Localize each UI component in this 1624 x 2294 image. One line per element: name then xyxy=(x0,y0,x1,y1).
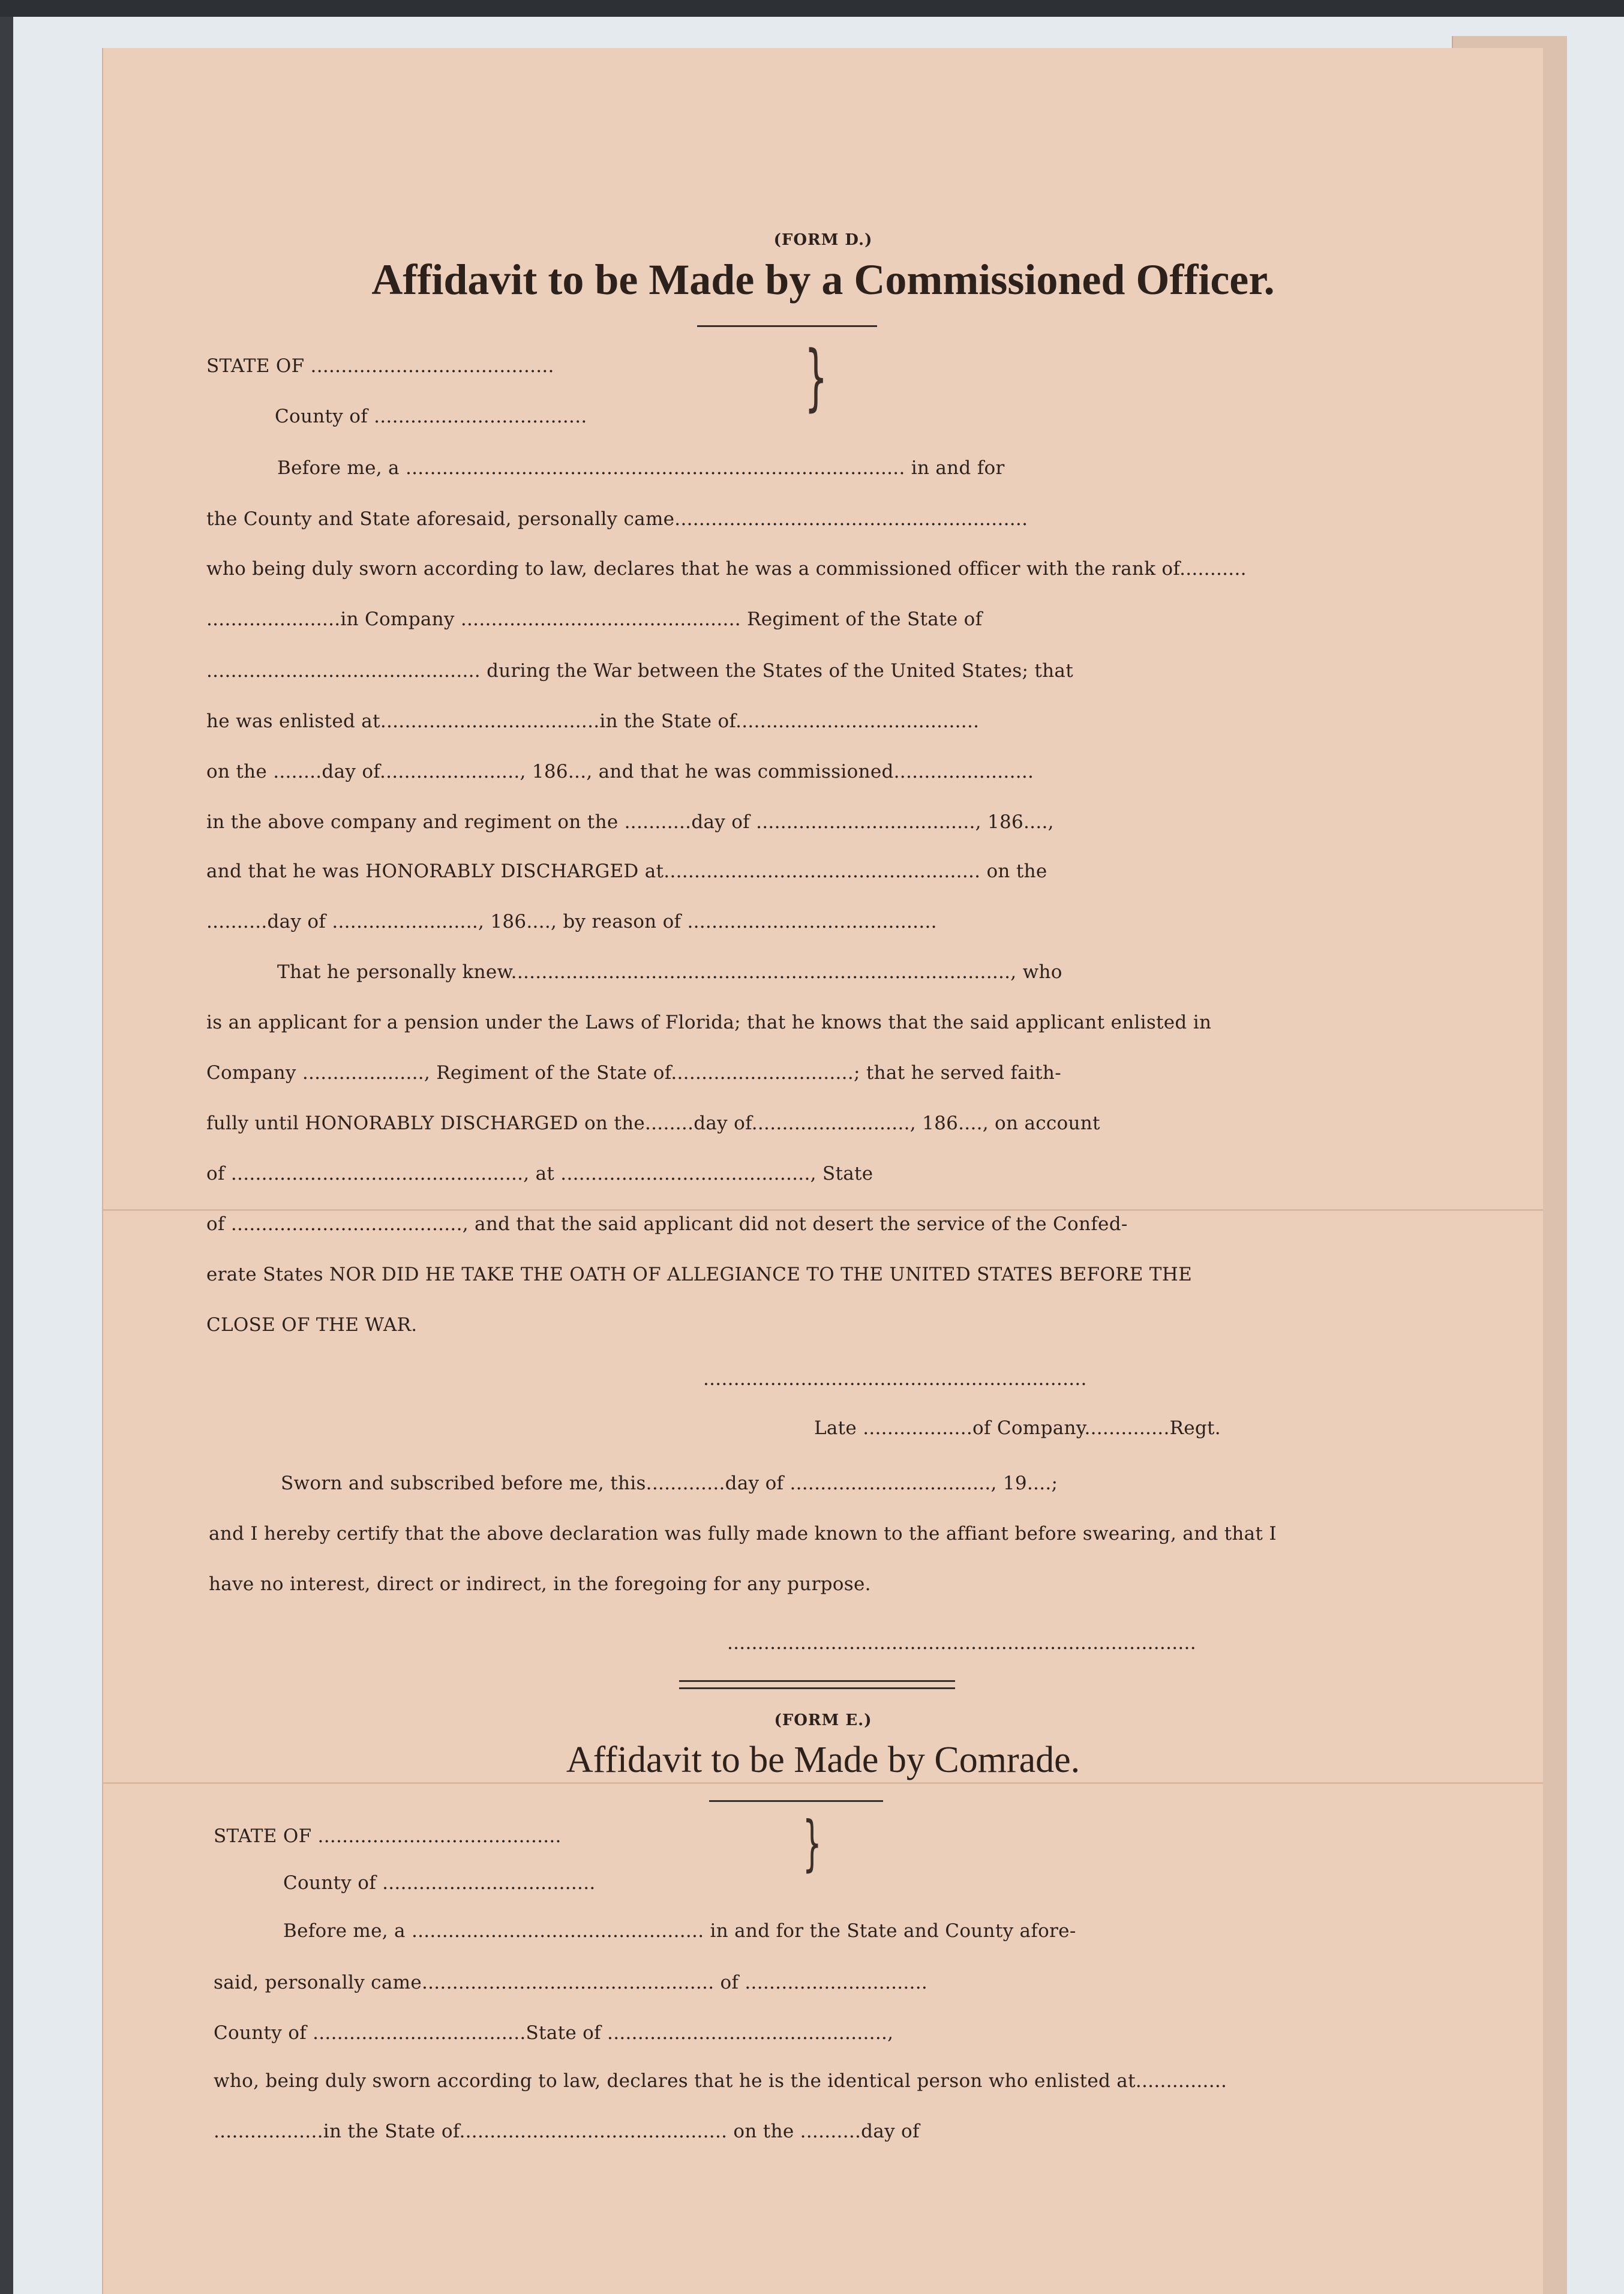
form-d-line: the County and State aforesaid, personally came.......................................................... xyxy=(206,508,1028,530)
affiant-signature-line: ............................................................... xyxy=(703,1368,1087,1390)
form-d-line: of ......................................, and that the said applicant did not desert the service of the Confed- xyxy=(206,1213,1128,1235)
form-e-line: Before me, a ................................................ in and for the State and County afore- xyxy=(283,1920,1076,1942)
form-d-county-line: County of ................................... xyxy=(275,406,587,427)
sworn-line: and I hereby certify that the above declaration was fully made known to the affiant before swearing, and that I xyxy=(209,1523,1277,1545)
form-e-line: ..................in the State of............................................ on the ..........day of xyxy=(214,2121,920,2142)
form-d-line: Before me, a .................................................................................. in and for xyxy=(277,457,1005,479)
form-e-line: said, personally came................................................ of .............................. xyxy=(214,1972,928,1993)
late-company-line: Late ..................of Company..............Regt. xyxy=(814,1417,1221,1439)
form-d-line: he was enlisted at....................................in the State of........................................ xyxy=(206,710,980,732)
scanner-edge-top xyxy=(0,0,1624,17)
section-rule xyxy=(679,1687,955,1689)
form-d-line: ......................in Company .............................................. Regiment of the State of xyxy=(206,608,983,630)
form-d-line: ..........day of ........................, 186...., by reason of ......................................... xyxy=(206,911,937,932)
sworn-line: have no interest, direct or indirect, in the foregoing for any purpose. xyxy=(209,1573,871,1595)
form-d-state-line: STATE OF ........................................ xyxy=(206,355,554,377)
form-d-line: on the ........day of......................., 186..., and that he was commissioned....................... xyxy=(206,761,1034,782)
form-d-line: is an applicant for a pension under the Laws of Florida; that he knows that the said applicant enlisted in xyxy=(206,1012,1212,1033)
form-d-line: erate States NOR DID HE TAKE THE OATH OF ALLEGIANCE TO THE UNITED STATES BEFORE THE xyxy=(206,1264,1193,1285)
form-d-line: ............................................. during the War between the States of the United States; that xyxy=(206,660,1073,682)
form-e-state-line: STATE OF ........................................ xyxy=(214,1825,562,1847)
scanner-edge-left xyxy=(0,0,13,2294)
sworn-line: Sworn and subscribed before me, this.............day of ................................., 19....; xyxy=(281,1473,1058,1494)
form-e-line: who, being duly sworn according to law, declares that he is the identical person who enlisted at............... xyxy=(214,2070,1227,2092)
form-d-line: of ................................................, at ........................................., State xyxy=(206,1163,873,1185)
form-d-line: Company ...................., Regiment of the State of..............................; that he served faith- xyxy=(206,1062,1061,1084)
form-e-county-line: County of ................................... xyxy=(283,1872,596,1894)
form-e-label: (FORM E.) xyxy=(774,1711,872,1729)
brace-icon: } xyxy=(802,1808,822,1878)
form-d-line: who being duly sworn according to law, declares that he was a commissioned officer with the rank of........... xyxy=(206,558,1247,580)
document-page xyxy=(102,48,1543,2294)
fold-crease xyxy=(103,1782,1543,1784)
form-d-line: fully until HONORABLY DISCHARGED on the........day of.........................., 186...., on account xyxy=(206,1112,1100,1134)
form-d-line: in the above company and regiment on the ...........day of ...................................., 186...., xyxy=(206,811,1054,833)
form-e-line: County of ...................................State of .............................................., xyxy=(214,2022,894,2044)
brace-icon: } xyxy=(805,336,828,419)
title-rule xyxy=(709,1800,883,1802)
officer-signature-line: ............................................................................. xyxy=(727,1632,1196,1654)
form-d-line: That he personally knew.................................................................................., who xyxy=(277,961,1062,983)
form-e-title: Affidavit to be Made by Comrade. xyxy=(566,1740,1080,1780)
form-d-line: and that he was HONORABLY DISCHARGED at.................................................... on the xyxy=(206,860,1047,882)
section-rule xyxy=(679,1680,955,1682)
title-rule xyxy=(697,325,877,327)
form-d-line: CLOSE OF THE WAR. xyxy=(206,1314,418,1336)
form-d-label: (FORM D.) xyxy=(773,231,873,249)
fold-crease xyxy=(103,1209,1543,1211)
form-d-title: Affidavit to be Made by a Commissioned Officer. xyxy=(371,256,1275,304)
